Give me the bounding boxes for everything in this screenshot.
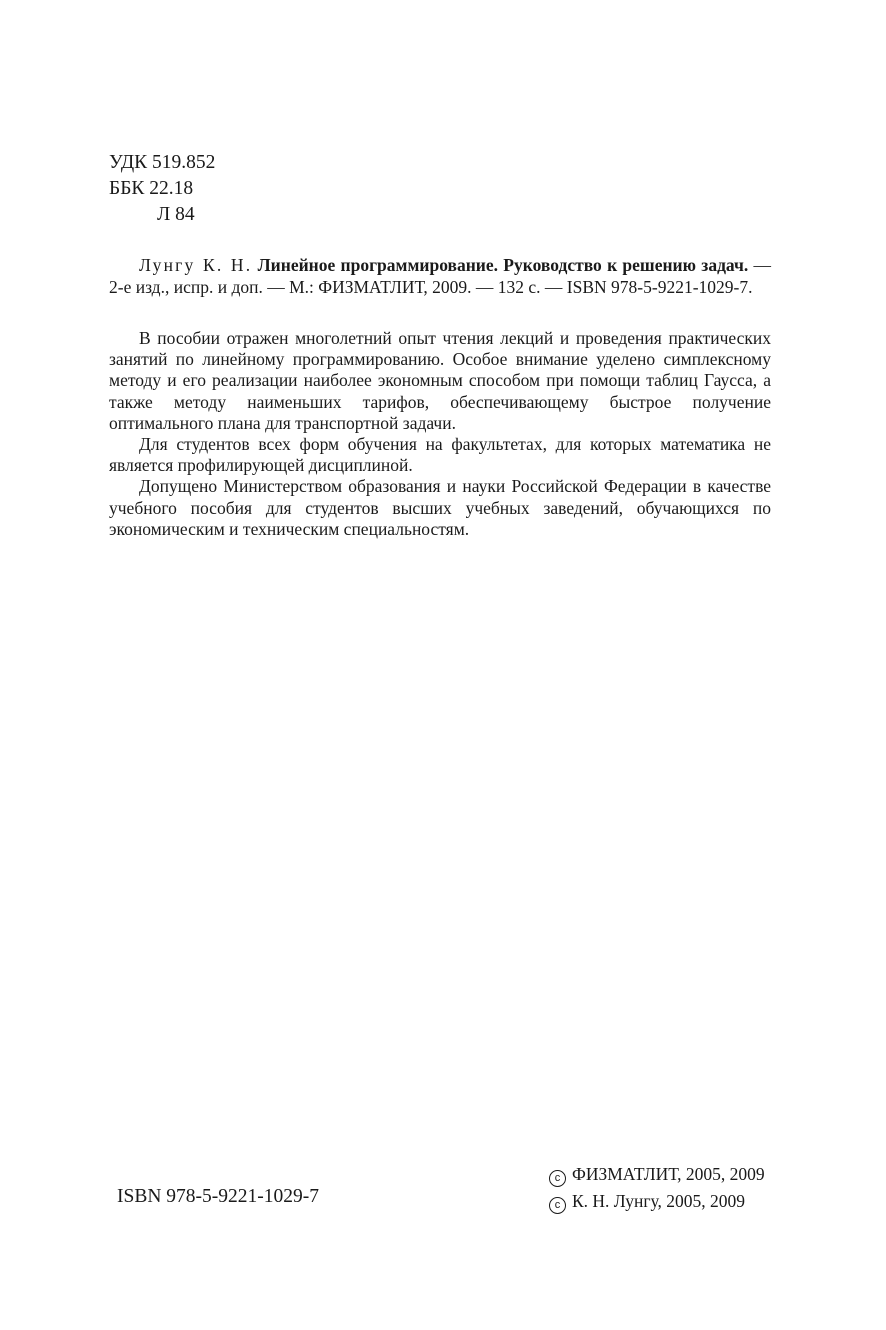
publication-details: — 2-е изд., испр. и доп. — М.: ФИЗМАТЛИТ, 2009. — 132 с. — ISBN 978-5-9221-1029-7. xyxy=(109,255,772,297)
copyright-text: К. Н. Лунгу, 2005, 2009 xyxy=(572,1191,746,1211)
isbn: ISBN 978-5-9221-1029-7 xyxy=(117,1186,320,1207)
copyright-text: ФИЗМАТЛИТ, 2005, 2009 xyxy=(572,1164,765,1184)
author-mark: Л 84 xyxy=(157,204,195,225)
abstract-paragraph-3: Допущено Министерством образования и науки Российской Федерации в качестве учебного пособия для студентов высших учебных заведений, обучающихся по экономическим и техническим специальностям. xyxy=(109,476,771,539)
bibliographic-entry xyxy=(109,255,771,298)
copyright-line-publisher xyxy=(549,1161,765,1188)
copyright-line-author xyxy=(549,1188,765,1215)
author-name: Лунгу К. Н. xyxy=(139,255,253,275)
bibliographic-record xyxy=(109,255,771,298)
copyright-icon: c xyxy=(549,1197,566,1214)
abstract-paragraph-2: Для студентов всех форм обучения на факультетах, для которых математика не является профилирующей дисциплиной. xyxy=(109,434,771,476)
udk-code: УДК 519.852 xyxy=(109,152,216,173)
copyright-icon: c xyxy=(549,1170,566,1187)
bbk-code: ББК 22.18 xyxy=(109,178,194,199)
abstract-paragraph-1: В пособии отражен многолетний опыт чтения лекций и проведения практических занятий по линейному программированию. Особое внимание уделено симплексному методу и его реализации наиболее экономным способом при помощи таблиц Гаусса, а также методу наименьших тарифов, обеспечивающему быстрое получение оптимального плана для транспортной задачи. xyxy=(109,328,771,433)
copyright-block xyxy=(549,1161,765,1215)
book-title: Линейное программирование. Руководство к решению задач. xyxy=(257,255,749,275)
abstract xyxy=(109,328,771,540)
classification-codes xyxy=(109,150,215,228)
